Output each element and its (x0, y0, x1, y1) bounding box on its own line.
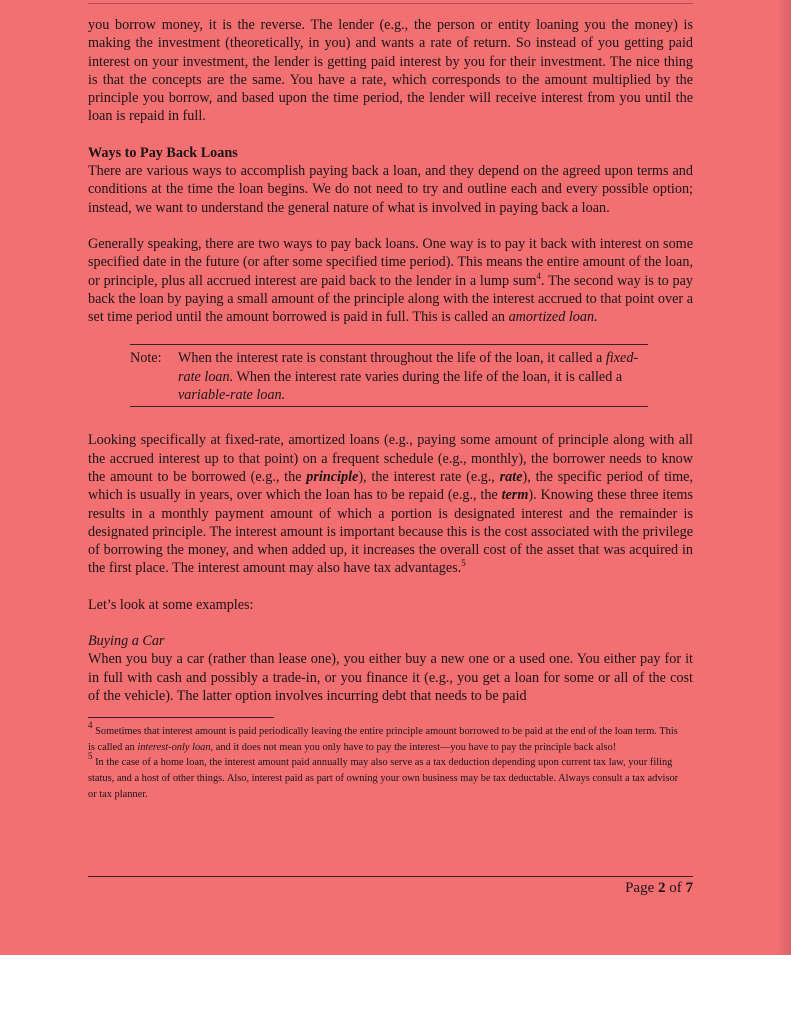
paragraph-fixed-rate-amortized (88, 431, 693, 577)
page-number-prefix: Page (625, 880, 658, 896)
page-number-total: 7 (685, 880, 693, 896)
page-edge-shadow (777, 0, 791, 955)
text-segment: When the interest rate is constant throughout the life of the loan, it called a (178, 350, 606, 367)
paragraph-two-ways (88, 235, 693, 326)
text-segment: Generally speaking, there are two ways to pay back loans. One way is to pay it back with interest on some specified date in the future (or after some specified time period). This means the entire amount of the loan, or principle, plus all accrued interest are paid back to the lender in a lump sum (88, 235, 693, 289)
text-segment: Sometimes that interest amount is paid periodically leaving the entire principle amount borrowed to be paid at the end of the loan term. This is called an (88, 726, 678, 753)
paragraph-ways-overview: There are various ways to accomplish paying back a loan, and they depend on the agreed upon terms and conditions at the time the loan begins. We do not need to try and outline each and every possible option; instead, we want to understand the general nature of what is involved in paying back a loan. (88, 163, 693, 216)
term-principle: principle (306, 468, 359, 485)
text-segment: In the case of a home loan, the interest amount paid annually may also serve as a tax deduction depending upon current tax law, your filing status, and a host of other things. Also, interest paid as part of owning your own business may be tax deductable. Always consult a tax advisor or tax planner. (88, 757, 679, 800)
footnote-mark-4: 4 (88, 720, 93, 731)
page-body (88, 16, 693, 802)
footer-rule (88, 876, 693, 877)
footnote-5 (88, 751, 683, 802)
heading-ways-to-pay-back-loans: Ways to Pay Back Loans (88, 144, 238, 161)
footnote-ref-4[interactable]: 4 (536, 270, 542, 281)
note-label: Note: (130, 350, 162, 367)
footnote-mark-5: 5 (88, 751, 93, 762)
text-segment: Looking specifically at fixed-rate, amortized loans (e.g., paying some amount of principle along with all the accrued interest up to that point) on a frequent schedule (e.g., monthly), the borrower needs to know the amount to be borrowed (e.g., the (88, 432, 693, 485)
term-fixed-rate-loan: fixed-rate loan. (178, 350, 639, 385)
note-text (178, 349, 648, 404)
paragraph-examples-intro: Let’s look at some examples: (88, 596, 254, 613)
term-amortized-loan: amortized loan. (508, 309, 598, 326)
footnote-4 (88, 720, 683, 755)
text-segment: ). Knowing these three items results in a monthly payment amount of which a portion is designated interest and the remainder is designated principle. The interest amount is important because this is the cost associated with the privilege of borrowing the money, and when added up, it increases the overall cost of the asset that was acquired in the first place. The interest amount may also have tax advantages. (88, 487, 693, 577)
term-rate: rate (499, 468, 523, 485)
term-variable-rate-loan: variable-rate loan. (178, 387, 286, 404)
text-segment: , and it does not mean you only have to pay the interest—you have to pay the principle back also! (210, 741, 617, 753)
text-segment: ), the interest rate (e.g., (358, 468, 500, 485)
page-number (625, 880, 693, 897)
text-segment: ), the specific period of time, which is usually in years, over which the loan has to be repaid (e.g., the (88, 468, 693, 504)
paragraph-intro: you borrow money, it is the reverse. The lender (e.g., the person or entity loaning you the money) is making the investment (theoretically, in you) and wants a rate of return. So instead of you getting paid interest on your investment, the lender is getting paid interest by you for their investment. The nice thing is that the concepts are the same. You have a rate, which corresponds to the amount multiplied by the principle you borrow, and based upon the time period, the lender will receive interest from you until the loan is repaid in full. (88, 17, 693, 125)
note-box (130, 344, 648, 407)
paragraph-buying-a-car: When you buy a car (rather than lease one), you either buy a new one or a used one. You either pay for it in full with cash and possibly a trade-in, or you finance it (e.g., you get a loan for some or all of the cost of the vehicle). The latter option involves incurring debt that needs to be paid (88, 651, 693, 704)
footnote-separator (88, 717, 274, 718)
text-segment: . The second way is to pay back the loan by paying a small amount of the principle along with the interest accrued to that point over a set time period until the amount borrowed is paid in full. This is called an (88, 272, 693, 326)
term-interest-only-loan: interest-only loan (137, 741, 211, 753)
header-rule (88, 3, 693, 4)
page-number-current: 2 (658, 880, 666, 896)
footnotes (88, 720, 693, 802)
heading-buying-a-car: Buying a Car (88, 633, 165, 650)
page-number-middle: of (665, 880, 686, 896)
footnote-ref-5[interactable]: 5 (461, 558, 466, 569)
text-segment: When the interest rate varies during the life of the loan, it is called a (233, 368, 623, 385)
term-term: term (501, 487, 529, 504)
